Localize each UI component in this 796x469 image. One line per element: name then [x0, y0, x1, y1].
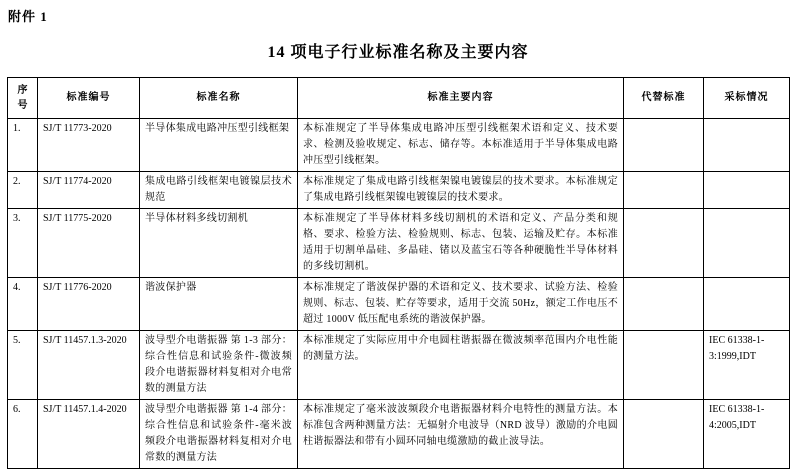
cell-standard-content: 本标准规定了半导体集成电路冲压型引线框架术语和定义、技术要求、检测及验收规定、标志、储存等。本标准适用于半导体集成电路冲压型引线框架。	[298, 119, 624, 172]
cell-index: 2.	[8, 172, 38, 209]
cell-standard-content: 本标准规定了谐波保护器的术语和定义、技术要求、试验方法、检验规则、标志、包装、贮存等要求，适用于交流 50Hz，额定工作电压不超过 1000V 低压配电系统的谐波保护器。	[298, 278, 624, 331]
cell-standard-content: 本标准规定了半导体材料多线切割机的术语和定义、产品分类和规格、要求、检验方法、检验规则、标志、包装、运输及贮存。本标准适用于切割单晶硅、多晶硅、锗以及蓝宝石等各种硬脆性半导体材料的多线切割机。	[298, 209, 624, 278]
cell-adoption-status	[704, 119, 790, 172]
cell-replaced-standard	[624, 209, 704, 278]
cell-index: 4.	[8, 278, 38, 331]
header-index	[8, 78, 38, 119]
table-row	[8, 400, 790, 469]
cell-index: 6.	[8, 400, 38, 469]
table-row	[8, 209, 790, 278]
cell-standard-name: 半导体材料多线切割机	[140, 209, 298, 278]
page-title: 14 项电子行业标准名称及主要内容	[267, 44, 529, 61]
header-content: 标准主要内容	[298, 78, 624, 119]
cell-standard-name: 波导型介电谐振器 第 1-4 部分：综合性信息和试验条件-毫米波频段介电谐振器材料复相对介电常数的测量方法	[140, 400, 298, 469]
cell-standard-content: 本标准规定了实际应用中介电圆柱谐振器在微波频率范围内介电性能的测量方法。	[298, 331, 624, 400]
cell-index: 1.	[8, 119, 38, 172]
table-row	[8, 119, 790, 172]
cell-adoption-status	[704, 209, 790, 278]
cell-standard-code: SJ/T 11775-2020	[38, 209, 140, 278]
attachment-label: 附件 1	[8, 9, 48, 24]
cell-replaced-standard	[624, 278, 704, 331]
cell-standard-code: SJ/T 11776-2020	[38, 278, 140, 331]
table-row	[8, 172, 790, 209]
cell-adoption-status: IEC 61338-1-4:2005,IDT	[704, 400, 790, 469]
cell-replaced-standard	[624, 119, 704, 172]
header-index-label: 序号	[17, 84, 28, 111]
cell-standard-content: 本标准规定了毫米波波频段介电谐振器材料介电特性的测量方法。本标准包含两种测量方法：无辐射介电波导（NRD 波导）激励的介电圆柱谐振器法和带有小圆环同轴电缆激励的截止波导法。	[298, 400, 624, 469]
cell-index: 5.	[8, 331, 38, 400]
header-adoption: 采标情况	[704, 78, 790, 119]
table-header-row	[8, 78, 790, 119]
header-name: 标准名称	[140, 78, 298, 119]
standards-table	[7, 77, 790, 469]
table-row	[8, 331, 790, 400]
cell-replaced-standard	[624, 172, 704, 209]
cell-standard-name: 半导体集成电路冲压型引线框架	[140, 119, 298, 172]
cell-standard-name: 波导型介电谐振器 第 1-3 部分：综合性信息和试验条件-微波频段介电谐振器材料复相对介电常数的测量方法	[140, 331, 298, 400]
cell-replaced-standard	[624, 331, 704, 400]
cell-standard-code: SJ/T 11774-2020	[38, 172, 140, 209]
table-row	[8, 278, 790, 331]
cell-standard-code: SJ/T 11773-2020	[38, 119, 140, 172]
cell-standard-content: 本标准规定了集成电路引线框架镍电镀镍层的技术要求。本标准规定了集成电路引线框架镍电镀镍层的技术要求。	[298, 172, 624, 209]
cell-standard-name: 集成电路引线框架电镀镍层技术规范	[140, 172, 298, 209]
header-code: 标准编号	[38, 78, 140, 119]
header-replaces: 代替标准	[624, 78, 704, 119]
cell-standard-code: SJ/T 11457.1.4-2020	[38, 400, 140, 469]
cell-adoption-status: IEC 61338-1-3:1999,IDT	[704, 331, 790, 400]
cell-standard-code: SJ/T 11457.1.3-2020	[38, 331, 140, 400]
cell-adoption-status	[704, 278, 790, 331]
cell-standard-name: 谐波保护器	[140, 278, 298, 331]
cell-adoption-status	[704, 172, 790, 209]
cell-replaced-standard	[624, 400, 704, 469]
cell-index: 3.	[8, 209, 38, 278]
